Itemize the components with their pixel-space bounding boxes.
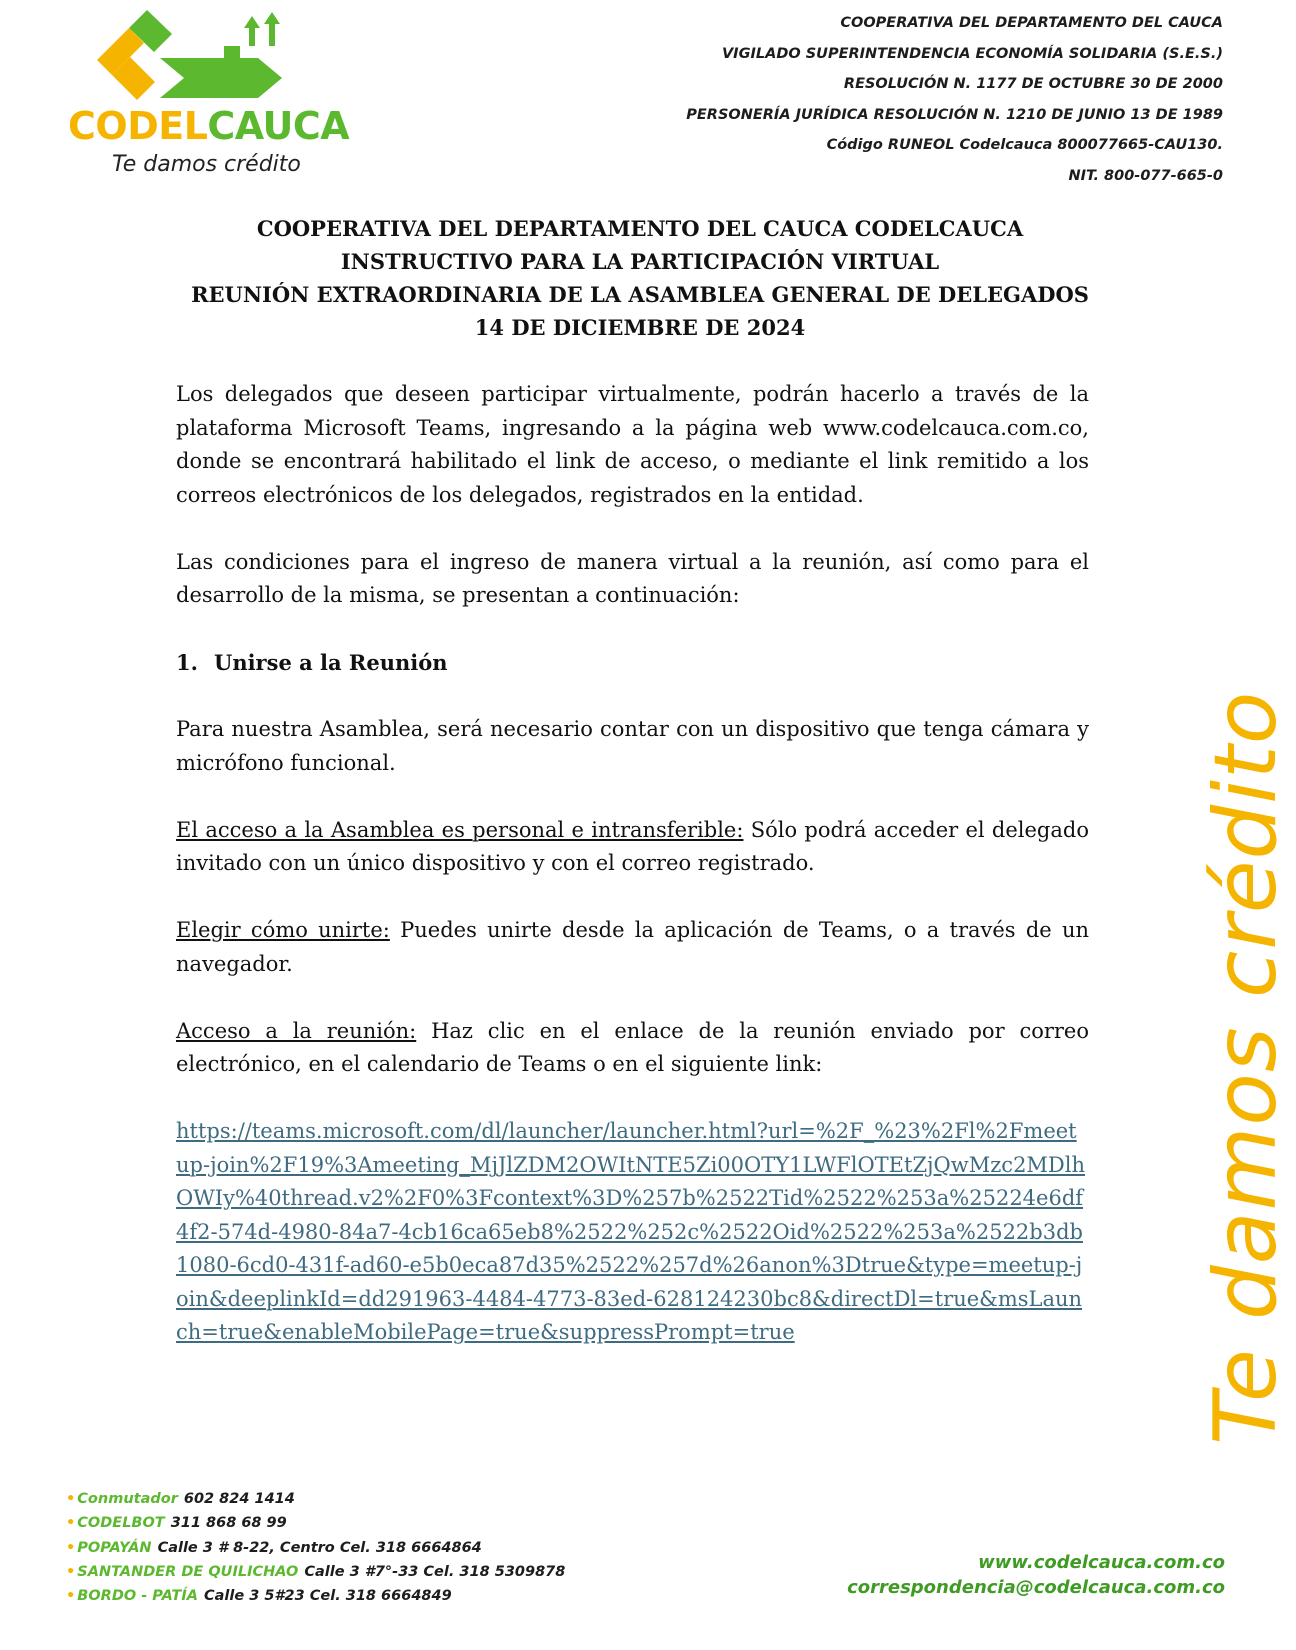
access-text: Sólo podrá acceder el delegado invitado con un único dispositivo y con el correo registrado. [176, 817, 1089, 875]
paragraph-intro: Los delegados que deseen participar virtualmente, podrán hacerlo a través de la plataforma Microsoft Teams, ingresando a la página web www.codelcauca.com.co, donde se encontrará habilitado el link de acceso, o mediante el link remitido a los correos electrónicos de los delegados, registrados en la entidad. [176, 382, 1089, 507]
header-line: COOPERATIVA DEL DEPARTAMENTO DEL CAUCA [840, 15, 1223, 31]
bullet-icon: • [66, 1588, 76, 1605]
section-title: Unirse a la Reunión [214, 650, 448, 675]
bullet-icon: • [66, 1491, 76, 1507]
document-title [150, 212, 1130, 344]
paragraph-meeting-access [176, 1015, 1089, 1082]
footer-contact-item: • SANTANDER DE QUILICHAO Calle 3 #7°-33 Cel. 318 5309878 [66, 1563, 566, 1580]
footer-contact-item: • Conmutador 602 824 1414 [66, 1491, 295, 1507]
paragraph-access [176, 814, 1089, 881]
header-line: PERSONERÍA JURÍDICA RESOLUCIÓN N. 1210 DE JUNIO 13 DE 1989 [686, 106, 1223, 123]
paragraph-device: Para nuestra Asamblea, será necesario contar con un dispositivo que tenga cámara y micrófono funcional. [176, 717, 1089, 775]
section-number: 1. [176, 650, 198, 675]
footer-contact-item: • BORDO - PATÍA Calle 3 5#23 Cel. 318 6664849 [66, 1588, 452, 1605]
footer-email-link[interactable]: correspondencia@codelcauca.com.co [847, 1577, 1225, 1598]
section-heading [176, 646, 1089, 680]
meeting-access-text: Haz clic en el enlace de la reunión enviado por correo electrónico, en el calendario de Teams o en el siguiente link: [176, 1018, 1089, 1076]
bullet-icon: • [66, 1539, 76, 1556]
footer-contacts [66, 1487, 565, 1608]
logo-mark-icon [92, 6, 322, 106]
access-label: El acceso a la Asamblea es personal e intransferible: [176, 817, 744, 842]
paragraph-conditions: Las condiciones para el ingreso de manera virtual a la reunión, así como para el desarrollo de la misma, se presentan a continuación: [176, 549, 1089, 607]
title-line: 14 DE DICIEMBRE DE 2024 [474, 315, 806, 340]
title-line: REUNIÓN EXTRAORDINARIA DE LA ASAMBLEA GENERAL DE DELEGADOS [191, 282, 1089, 307]
teams-meeting-link[interactable]: https://teams.microsoft.com/dl/launcher/launcher.html?url=%2F_%23%2Fl%2Fmeetup-join%2F19%3Ameeting_MjJlZDM2OWItNTE5Zi00OTY1LWFlOTEtZjQwMzc2MDlhOWIy%40thread.v2%2F0%3Fcontext%3D%257b%2522Tid%2522%253a%25224e6df4f2-574d-4980-84a7-4cb16ca65eb8%2522%252c%2522Oid%2522%253a%2522b3db1080-6cd0-431f-ad60-e5b0eca87d35%2522%257d%26anon%3Dtrue&type=meetup-join&deeplinkId=dd291963-4484-4773-83ed-628124230bc8&directDl=true&msLaunch=true&enableMobilePage=true&suppressPrompt=true [176, 1119, 1086, 1344]
logo [68, 6, 350, 177]
meeting-access-label: Acceso a la reunión: [176, 1018, 417, 1043]
document-body [176, 378, 1089, 1350]
bullet-icon: • [66, 1563, 76, 1580]
footer-contact-item: • CODELBOT 311 868 68 99 [66, 1515, 287, 1532]
paragraph-join-options [176, 914, 1089, 981]
header-line: RESOLUCIÓN N. 1177 DE OCTUBRE 30 DE 2000 [843, 76, 1223, 92]
footer-website-link[interactable]: www.codelcauca.com.co [978, 1552, 1225, 1573]
title-line: INSTRUCTIVO PARA LA PARTICIPACIÓN VIRTUAL [340, 249, 940, 274]
header-line: VIGILADO SUPERINTENDENCIA ECONOMÍA SOLIDARIA (S.E.S.) [721, 45, 1223, 62]
brand-name: CODELCAUCA [68, 104, 350, 148]
join-label: Elegir cómo unirte: [176, 918, 390, 942]
side-tagline: Te damos crédito [1196, 690, 1296, 1445]
join-text: Puedes unirte desde la aplicación de Teams, o a través de un navegador. [176, 918, 1089, 976]
footer-contact-item: • POPAYÁN Calle 3 # 8-22, Centro Cel. 318 6664864 [66, 1539, 482, 1556]
header-info [686, 8, 1223, 191]
logo-tagline: Te damos crédito [112, 152, 301, 177]
header-line: Código RUNEOL Codelcauca 800077665-CAU130. [826, 137, 1223, 153]
bullet-icon: • [66, 1515, 76, 1532]
title-line: COOPERATIVA DEL DEPARTAMENTO DEL CAUCA CODELCAUCA [256, 216, 1024, 241]
header-line: NIT. 800-077-665-0 [1068, 167, 1223, 184]
footer-links [847, 1550, 1225, 1600]
